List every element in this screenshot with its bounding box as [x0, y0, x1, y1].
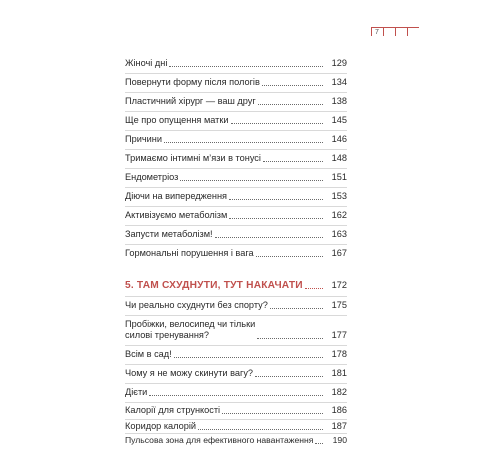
toc-entry[interactable] — [125, 405, 347, 416]
dot-leader — [263, 161, 323, 162]
dot-leader — [149, 395, 323, 396]
dot-leader — [256, 256, 323, 257]
toc-entry[interactable] — [125, 96, 347, 107]
page-marker-cell — [395, 28, 407, 36]
dot-leader — [270, 308, 323, 309]
toc-entry[interactable] — [125, 58, 347, 69]
toc-entry-page: 163 — [331, 229, 347, 239]
chapter-heading[interactable] — [125, 280, 347, 291]
divider — [125, 225, 347, 226]
toc-entry-title: Діючи на випередження — [125, 191, 228, 201]
divider — [125, 315, 347, 316]
toc-entry-title: Пластичний хірург — ваш друг — [125, 96, 256, 106]
toc-entry-title: Чому я не можу скинути вагу? — [125, 368, 254, 378]
toc-entry-title: Ендометріоз — [125, 172, 179, 182]
toc-entry-page: 151 — [331, 172, 347, 182]
chapter-page: 172 — [331, 280, 347, 290]
toc-entry[interactable] — [125, 172, 347, 183]
toc-entry-page: 153 — [331, 191, 347, 201]
dot-leader — [198, 429, 323, 430]
toc-entry-page: 181 — [331, 368, 347, 378]
toc-entry-page: 129 — [331, 58, 347, 68]
toc-entry[interactable] — [125, 300, 347, 311]
divider — [125, 402, 347, 403]
divider — [125, 419, 347, 420]
toc-entry[interactable] — [125, 319, 347, 341]
toc-entry-title — [125, 319, 255, 341]
toc-entry-title: Коридор калорій — [125, 421, 197, 431]
page-marker-cell — [383, 28, 395, 36]
page-marker-cell — [371, 28, 383, 36]
toc-entry[interactable] — [125, 77, 347, 88]
divider — [125, 111, 347, 112]
toc-entry-page: 162 — [331, 210, 347, 220]
dot-leader — [215, 237, 323, 238]
toc-entry-page: 190 — [332, 435, 347, 445]
toc-entry-title: Ще про опущення матки — [125, 115, 229, 125]
toc-entry[interactable] — [125, 248, 347, 259]
dot-leader — [174, 357, 323, 358]
toc-entry-page: 148 — [331, 153, 347, 163]
toc-entry[interactable] — [125, 387, 347, 398]
toc-entry-page: 182 — [331, 387, 347, 397]
divider — [125, 206, 347, 207]
divider — [125, 244, 347, 245]
toc-entry[interactable] — [125, 134, 347, 145]
toc-entry-title: Тримаємо інтимні м’язи в тонусі — [125, 153, 261, 163]
dot-leader — [255, 376, 323, 377]
toc-entry[interactable] — [125, 210, 347, 221]
dot-leader — [262, 85, 323, 86]
toc-entry-page: 167 — [331, 248, 347, 258]
dot-leader — [257, 338, 323, 339]
toc-entry-title: Пульсова зона для ефективного навантаження — [125, 435, 314, 445]
dot-leader — [305, 288, 323, 289]
toc-entry-page: 186 — [331, 405, 347, 415]
toc-entry-title-line: силові тренування? — [125, 330, 209, 340]
toc-entry-title: Активізуємо метаболізм — [125, 210, 228, 220]
divider — [125, 149, 347, 150]
toc-entry-title: Калорії для стрункості — [125, 405, 221, 415]
toc-entry-title: Повернути форму після пологів — [125, 77, 260, 87]
toc-entry[interactable] — [125, 435, 347, 446]
divider — [125, 296, 347, 297]
divider — [125, 364, 347, 365]
toc-entry[interactable] — [125, 421, 347, 432]
divider — [125, 130, 347, 131]
toc-entry-title: Жіночі дні — [125, 58, 168, 68]
toc-entry-page: 134 — [331, 77, 347, 87]
toc-entry-title: Запусти метаболізм! — [125, 229, 213, 239]
page-number: 7 — [375, 29, 379, 36]
divider — [125, 73, 347, 74]
toc-entry-title: Всім в сад! — [125, 349, 172, 359]
divider — [125, 383, 347, 384]
divider — [125, 345, 347, 346]
toc-entry-page: 146 — [331, 134, 347, 144]
divider — [125, 433, 347, 434]
divider — [125, 187, 347, 188]
toc-entry-page: 178 — [331, 349, 347, 359]
page-number-marker — [371, 27, 419, 41]
toc-entry[interactable] — [125, 191, 347, 202]
divider — [125, 168, 347, 169]
dot-leader — [229, 218, 323, 219]
toc-entry-page: 145 — [331, 115, 347, 125]
dot-leader — [231, 123, 323, 124]
toc-entry-title: Гормональні порушення і вага — [125, 248, 254, 258]
toc-entry-title: Причини — [125, 134, 162, 144]
toc-entry-page: 175 — [331, 300, 347, 310]
toc-entry-title: Чи реально схуднути без спорту? — [125, 300, 268, 310]
toc-entry-page: 138 — [331, 96, 347, 106]
toc-entry[interactable] — [125, 229, 347, 240]
toc-entry-page: 177 — [331, 330, 347, 340]
dot-leader — [164, 142, 323, 143]
toc-entry-page: 187 — [331, 421, 347, 431]
chapter-title: 5. ТАМ СХУДНУТИ, ТУТ НАКАЧАТИ — [125, 280, 303, 291]
toc-entry[interactable] — [125, 368, 347, 379]
toc-entry[interactable] — [125, 153, 347, 164]
divider — [125, 92, 347, 93]
toc-entry-title: Дієти — [125, 387, 148, 397]
dot-leader — [169, 66, 323, 67]
toc-entry[interactable] — [125, 349, 347, 360]
dot-leader — [222, 413, 323, 414]
dot-leader — [180, 180, 323, 181]
page-marker-cell — [407, 28, 419, 36]
toc-entry[interactable] — [125, 115, 347, 126]
dot-leader — [315, 443, 323, 444]
dot-leader — [258, 104, 323, 105]
toc-entry-title-line: Пробіжки, велосипед чи тільки — [125, 319, 256, 329]
dot-leader — [229, 199, 323, 200]
